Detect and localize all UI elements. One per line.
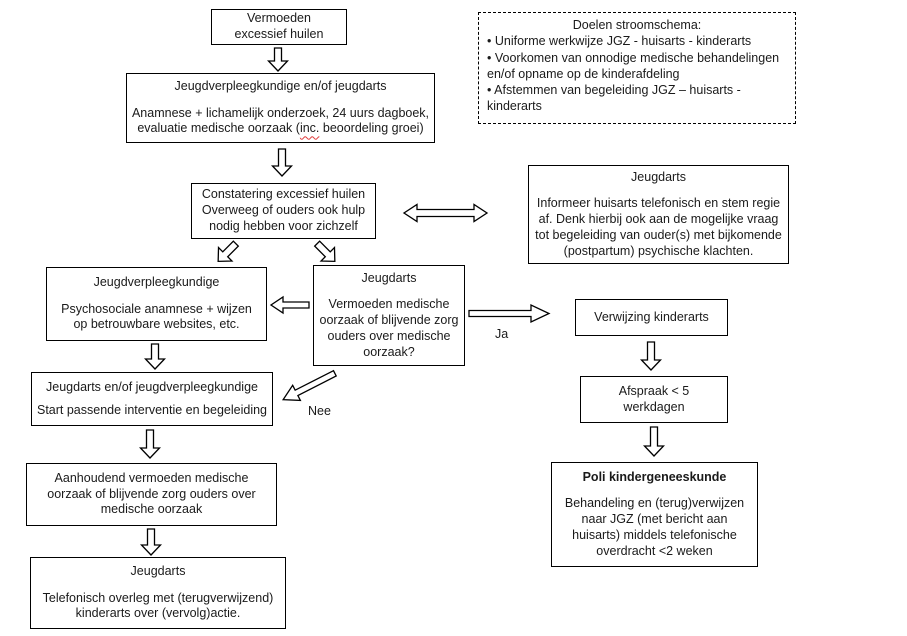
node-body: Vermoeden medische oorzaak of blijvende zorg ouders over medische oorzaak? xyxy=(319,297,459,359)
node-jeugdarts-vermoeden xyxy=(313,265,465,366)
node-body: Psychosociale anamnese + wijzen op betrouwbare websites, etc. xyxy=(61,301,252,332)
arrow-down-left-icon xyxy=(210,235,245,270)
goals-bullet: • Uniforme werkwijze JGZ - huisarts - kinderarts xyxy=(487,33,787,49)
node-title: Verwijzing kinderarts xyxy=(594,309,709,324)
node-body: Anamnese + lichamelijk onderzoek, 24 uurs dagboek, evaluatie medische oorzaak (inc. beoordeling groei) xyxy=(131,105,430,136)
node-title: Jeugdarts xyxy=(361,270,417,285)
arrow-double-horizontal-icon xyxy=(403,203,488,223)
node-jeugdverpleegkundige xyxy=(46,267,267,341)
arrow-down-icon xyxy=(271,148,293,177)
goals-title: Doelen stroomschema: xyxy=(572,18,702,32)
node-jeugdarts-regie xyxy=(528,165,789,264)
node-body: Informeer huisarts telefonisch en stem regie af. Denk hierbij ook aan de mogelijke vraag tot begeleiding van ouder(s) met bijkomende (postpartum) psychische klachten. xyxy=(535,196,782,258)
node-vermoeden-excessief-huilen xyxy=(211,9,347,45)
spellcheck-squiggle-text: inc. xyxy=(299,121,320,136)
node-jvk-en-jeugdarts xyxy=(126,73,435,143)
edge-label-nee: Nee xyxy=(308,404,331,418)
node-verwijzing-kinderarts xyxy=(575,299,728,336)
node-line1: Jeugdarts en/of jeugdverpleegkundige xyxy=(46,379,258,394)
node-line2: Overweeg of ouders ook hulp nodig hebben voor zichzelf xyxy=(201,203,366,233)
node-body: Behandeling en (terug)verwijzen naar JGZ (met bericht aan huisarts) middels telefonische overdracht <2 weken xyxy=(564,496,745,558)
node-jeugdarts-overleg xyxy=(30,557,286,629)
goals-bullet: • Afstemmen van begeleiding JGZ – huisarts - kinderarts xyxy=(487,82,787,115)
node-constatering xyxy=(191,183,376,239)
node-interventie xyxy=(31,372,273,426)
arrow-right-ja-icon xyxy=(468,304,550,323)
goals-box xyxy=(478,12,796,124)
node-title: Afspraak < 5 werkdagen xyxy=(618,383,690,414)
node-aanhoudend xyxy=(26,463,277,526)
arrow-left-icon xyxy=(270,295,310,315)
node-title: Vermoeden excessief huilen xyxy=(234,11,324,41)
node-afspraak xyxy=(580,376,728,423)
arrow-down-icon xyxy=(140,528,162,556)
node-body: Telefonisch overleg met (terugverwijzend) kinderarts over (vervolg)actie. xyxy=(42,590,274,621)
node-line2: Start passende interventie en begeleiding xyxy=(36,402,268,417)
node-title: Jeugdarts xyxy=(631,169,686,184)
node-title: Jeugdverpleegkundige en/of jeugdarts xyxy=(174,78,387,93)
edge-label-ja: Ja xyxy=(495,327,509,341)
node-poli-kindergeneeskunde xyxy=(551,462,758,567)
arrow-down-icon xyxy=(144,343,166,370)
arrow-down-left-nee-icon xyxy=(278,364,341,410)
goals-bullet: • Voorkomen van onnodige medische behandelingen en/of opname op de kinderafdeling xyxy=(487,50,787,83)
arrow-down-icon xyxy=(267,47,289,72)
node-line1: Constatering excessief huilen xyxy=(201,187,366,202)
arrow-down-icon xyxy=(643,426,665,457)
node-title: Jeugdverpleegkundige xyxy=(93,274,220,289)
node-title: Poli kindergeneeskunde xyxy=(582,469,727,484)
node-title: Jeugdarts xyxy=(130,563,186,578)
node-body: Aanhoudend vermoeden medische oorzaak of blijvende zorg ouders over medische oorzaak xyxy=(47,470,256,517)
arrow-down-icon xyxy=(139,429,161,459)
arrow-down-icon xyxy=(640,341,662,371)
